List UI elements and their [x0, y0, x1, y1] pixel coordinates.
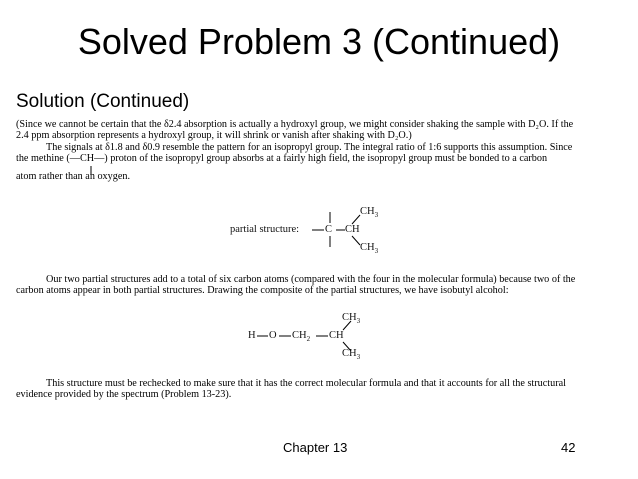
paragraph-3-line-2: carbon atoms appear in both partial structures. Drawing the composite of the partial structures, we have isobutyl alcohol:	[16, 285, 509, 297]
footer-chapter: Chapter 13	[283, 440, 348, 455]
iso-ch3-bottom: $CH_3$	[342, 348, 361, 362]
iso-h-atom: H	[248, 330, 256, 341]
paragraph-4-line-1: This structure must be rechecked to make sure that it has the correct molecular formula and that it accounts for all the structural	[46, 378, 566, 389]
partial-ch3-top: $CH_3$	[360, 206, 379, 220]
iso-ch3-top: $CH_3$	[342, 312, 361, 326]
paragraph-2-line-3: atom rather than an oxygen.	[16, 170, 131, 182]
paragraph-3-line-1: Our two partial structures add to a total of six carbon atoms (compared with the four in the molecular formula) because two of the	[46, 274, 576, 285]
footer-page-number: 42	[561, 440, 576, 455]
conclusion-paragraph	[16, 378, 610, 401]
paragraph-2-line-2-end: ) proton of the isopropyl group absorbs at a fairly high field, the isopropyl group must be bonded to a carbon	[104, 153, 548, 165]
paragraph-4-line-2: evidence provided by the spectrum (Problem 13-23).	[16, 389, 232, 401]
iso-o-atom: O	[269, 330, 277, 341]
partial-ch-ch3-bottom-bond	[352, 236, 360, 245]
partial-ch-ch3-top-bond	[352, 215, 360, 224]
iso-ch-group: CH	[329, 330, 344, 341]
partial-structure-label: partial structure:	[230, 224, 300, 235]
paragraph-1-line-1: (Since we cannot be certain that the δ2.4 absorption is actually a hydroxyl group, we might consider shaking the sample with D₂O. If the	[16, 119, 574, 130]
slide-title: Solved Problem 3 (Continued)	[77, 21, 561, 62]
paragraph-1-line-2: 2.4 ppm absorption represents a hydroxyl group, it will shrink or vanish after shaking with D₂O.)	[16, 130, 412, 142]
methine-fragment: —CH—	[69, 153, 105, 165]
partial-ch3-bottom: $CH_3$	[360, 242, 379, 256]
partial-c-atom: C	[325, 224, 333, 235]
paragraph-2-line-2-start: the methine (	[16, 153, 70, 165]
paragraph-2-line-1: The signals at δ1.8 and δ0.9 resemble the pattern for an isopropyl group. The integral ratio of 1:6 supports this assumption. Since	[46, 141, 573, 153]
composite-paragraph	[16, 274, 610, 297]
partial-ch-atom: CH	[345, 224, 360, 235]
iso-ch2-group: $CH_2$	[292, 330, 311, 344]
slide-subtitle: Solution (Continued)	[16, 91, 190, 112]
